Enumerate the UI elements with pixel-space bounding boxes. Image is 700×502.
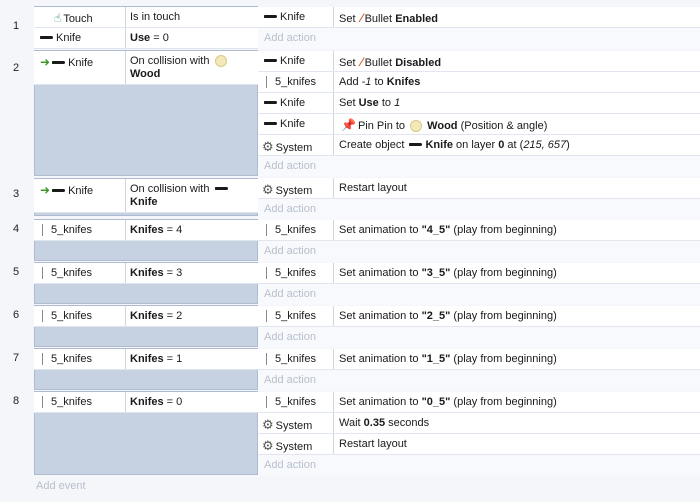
knife-icon [264, 101, 277, 104]
action-row[interactable] [258, 306, 700, 327]
event-7[interactable] [0, 348, 700, 390]
action-row[interactable] [258, 178, 700, 199]
add-action-button[interactable]: Add action [258, 327, 700, 348]
action-object: 5_knifes [258, 306, 334, 326]
action-row[interactable] [258, 349, 700, 370]
action-row[interactable] [258, 413, 700, 434]
event-8[interactable] [0, 391, 700, 475]
action-row[interactable] [258, 135, 700, 156]
sprite-icon [266, 353, 267, 365]
condition-object: 5_knifes [34, 349, 126, 369]
add-action-button[interactable]: Add action [258, 284, 700, 305]
condition-object: 5_knifes [34, 392, 126, 412]
condition-text: Use = 0 [130, 32, 169, 44]
add-action-button[interactable]: Add action [258, 241, 700, 262]
condition-text: Knifes = 2 [130, 310, 183, 322]
action-text: Restart layout [339, 182, 407, 194]
action-object: 5_knifes [258, 72, 334, 92]
add-event-button[interactable]: Add event [36, 480, 86, 492]
action-text: Set ⁄ Bullet Disabled [339, 55, 442, 69]
add-action-button[interactable]: Add action [258, 455, 700, 476]
event-number: 4 [12, 223, 20, 235]
condition-object [34, 7, 126, 27]
wood-icon [215, 55, 227, 67]
event-number: 3 [12, 188, 20, 200]
condition-object [34, 28, 126, 48]
sprite-icon [42, 353, 43, 365]
action-object: 5_knifes [258, 220, 334, 240]
action-text: Add -1 to Knifes [339, 76, 421, 88]
action-text: Wait 0.35 seconds [339, 417, 430, 429]
touch-icon: ☝ [54, 11, 62, 25]
pin-icon: 📌 [341, 118, 356, 132]
event-number: 7 [12, 352, 20, 364]
event-number: 2 [12, 62, 20, 74]
condition-object: 5_knifes [34, 306, 126, 326]
action-object: 5_knifes [258, 349, 334, 369]
sprite-icon [266, 310, 267, 322]
event-4[interactable] [0, 219, 700, 261]
add-action-button[interactable]: Add action [258, 156, 700, 177]
sprite-icon [266, 224, 267, 236]
gear-icon: ⚙ [262, 438, 274, 453]
action-object: Knife [258, 51, 334, 71]
condition-text: On collision with Wood [130, 55, 254, 81]
action-row[interactable] [258, 392, 700, 413]
condition-row[interactable] [34, 263, 258, 284]
trigger-arrow-icon: ➜ [40, 183, 51, 197]
condition-row[interactable] [34, 7, 258, 28]
action-row[interactable] [258, 7, 700, 28]
object-name: Knife [56, 32, 82, 44]
condition-text: On collision with Knife [130, 183, 254, 209]
action-row[interactable] [258, 93, 700, 114]
event-2[interactable] [0, 50, 700, 178]
add-action-button[interactable]: Add action [258, 199, 700, 220]
action-object: Knife [258, 7, 334, 27]
gear-icon: ⚙ [262, 139, 274, 154]
knife-icon [52, 189, 65, 192]
action-text: Set animation to "4_5" (play from beginning) [339, 224, 557, 236]
knife-icon [52, 61, 65, 64]
bullet-icon: ⁄ [360, 11, 363, 25]
knife-icon [40, 36, 53, 39]
condition-object: ➜ Knife [34, 179, 126, 212]
wood-icon [410, 120, 422, 132]
action-object: ⚙ System [258, 413, 334, 433]
condition-object: 5_knifes [34, 263, 126, 283]
action-row[interactable] [258, 434, 700, 455]
condition-row[interactable] [34, 220, 258, 241]
action-row[interactable] [258, 220, 700, 241]
event-number: 6 [12, 309, 20, 321]
add-action-button[interactable]: Add action [258, 370, 700, 391]
event-6[interactable] [0, 305, 700, 347]
gear-icon: ⚙ [262, 182, 274, 197]
event-5[interactable] [0, 262, 700, 304]
action-text: 📌 Pin Pin to Wood (Position & angle) [341, 118, 548, 132]
action-text: Create object Knife on layer 0 at (215, 657) [339, 139, 570, 151]
event-1[interactable] [0, 0, 700, 48]
knife-icon [264, 122, 277, 125]
knife-icon [264, 15, 277, 18]
action-object: 5_knifes [258, 392, 334, 412]
action-text: Set animation to "3_5" (play from beginning) [339, 267, 557, 279]
event-number: 8 [12, 395, 20, 407]
action-row[interactable] [258, 114, 700, 135]
action-text: Restart layout [339, 438, 407, 450]
sprite-icon [266, 76, 267, 88]
condition-row[interactable] [34, 51, 258, 85]
action-text: Set animation to "0_5" (play from beginning) [339, 396, 557, 408]
gear-icon: ⚙ [262, 417, 274, 432]
knife-icon [264, 59, 277, 62]
condition-object: 5_knifes [34, 220, 126, 240]
condition-row[interactable] [34, 349, 258, 370]
action-row[interactable] [258, 51, 700, 72]
condition-row[interactable] [34, 306, 258, 327]
condition-row[interactable] [34, 28, 258, 49]
object-name: Touch [63, 13, 93, 25]
add-action-button[interactable]: Add action [258, 28, 700, 49]
trigger-arrow-icon: ➜ [40, 55, 51, 69]
knife-icon [215, 187, 228, 190]
condition-text: Is in touch [130, 11, 181, 23]
event-3[interactable] [0, 178, 700, 216]
action-object: Knife [258, 114, 334, 134]
sprite-icon [266, 267, 267, 279]
action-object: ⚙ System [258, 434, 334, 454]
event-number: 5 [12, 266, 20, 278]
sprite-icon [42, 224, 43, 236]
action-object: ⚙ System [258, 135, 334, 155]
action-text: Set Use to 1 [339, 97, 401, 109]
condition-text: Knifes = 1 [130, 353, 183, 365]
condition-text: Knifes = 4 [130, 224, 183, 236]
bullet-icon: ⁄ [360, 55, 363, 69]
action-row[interactable] [258, 263, 700, 284]
action-object: ⚙ System [258, 178, 334, 198]
action-text: Set animation to "1_5" (play from beginning) [339, 353, 557, 365]
action-object: 5_knifes [258, 263, 334, 283]
condition-row[interactable] [34, 179, 258, 213]
sprite-icon [42, 267, 43, 279]
action-text: Set ⁄ Bullet Enabled [339, 11, 438, 25]
event-number: 1 [12, 20, 20, 32]
sprite-icon [266, 396, 267, 408]
condition-text: Knifes = 0 [130, 396, 183, 408]
sprite-icon [42, 396, 43, 408]
condition-text: Knifes = 3 [130, 267, 183, 279]
sprite-icon [42, 310, 43, 322]
condition-row[interactable] [34, 392, 258, 413]
condition-object: ➜ Knife [34, 51, 126, 84]
action-text: Set animation to "2_5" (play from beginning) [339, 310, 557, 322]
knife-icon [409, 143, 422, 146]
action-row[interactable] [258, 72, 700, 93]
action-object: Knife [258, 93, 334, 113]
